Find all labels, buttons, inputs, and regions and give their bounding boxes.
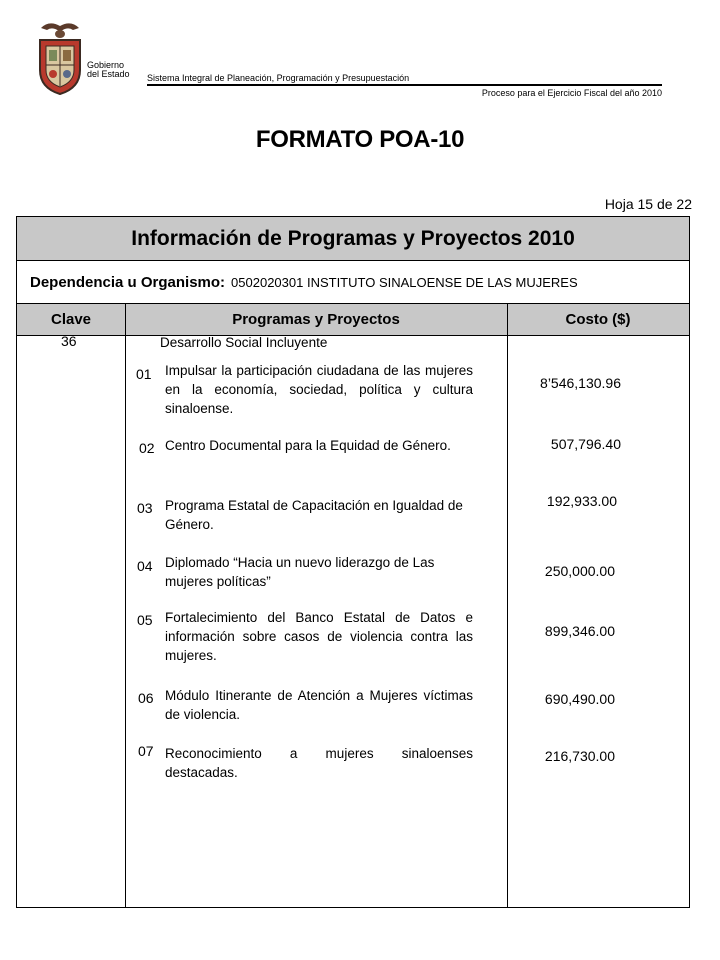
programs-table	[16, 216, 690, 908]
project-name: Centro Documental para la Equidad de Género.	[165, 438, 451, 453]
state-seal-logo	[37, 18, 83, 96]
sheet-number: Hoja 15 de 22	[604, 196, 692, 212]
column-header-row	[17, 304, 689, 336]
project-code: 06	[138, 690, 154, 706]
government-line-2: del Estado	[87, 69, 130, 79]
project-code: 07	[138, 743, 154, 759]
project-cost: 192,933.00	[546, 493, 617, 509]
system-name: Sistema Integral de Planeación, Programación y Presupuestación	[147, 73, 410, 83]
project-name: Impulsar la participación ciudadana de las mujeres en la economía, sociedad, política y cultura sinaloense.	[165, 363, 473, 416]
project-name: Fortalecimiento del Banco Estatal de Datos e información sobre casos de violencia contra las mujeres.	[165, 610, 473, 663]
fiscal-process-label: Proceso para el Ejercicio Fiscal del año 2010	[481, 88, 662, 98]
government-line-1: Gobierno	[87, 60, 125, 70]
project-cost: 250,000.00	[544, 563, 615, 579]
project-name: Reconocimiento a mujeres sinaloenses destacadas.	[165, 746, 473, 780]
project-name: Diplomado “Hacia un nuevo liderazgo de Las mujeres políticas”	[165, 555, 435, 589]
project-code: 03	[137, 500, 153, 516]
project-cost: 899,346.00	[544, 623, 615, 639]
column-header-clave: Clave	[50, 311, 92, 328]
project-cost: 8’546,130.96	[540, 375, 621, 391]
column-header-programs: Programas y Proyectos	[232, 311, 400, 328]
column-divider-1	[125, 304, 126, 907]
program-code: 36	[61, 333, 77, 349]
project-code: 04	[137, 558, 153, 574]
project-name: Módulo Itinerante de Atención a Mujeres víctimas de violencia.	[165, 688, 473, 722]
project-code: 05	[137, 612, 153, 628]
project-cost: 507,796.40	[550, 436, 621, 452]
program-name: Desarrollo Social Incluyente	[160, 335, 328, 350]
project-code: 01	[136, 366, 152, 382]
project-cost: 216,730.00	[544, 748, 615, 764]
project-cost: 690,490.00	[544, 691, 615, 707]
table-title: Información de Programas y Proyectos 2010	[17, 217, 689, 261]
dependency-value: 0502020301 INSTITUTO SINALOENSE DE LAS MUJERES	[231, 275, 578, 290]
dependency-row	[17, 261, 689, 304]
project-name: Programa Estatal de Capacitación en Igualdad de Género.	[165, 498, 463, 532]
format-title: FORMATO POA-10	[255, 126, 465, 153]
header-divider	[147, 84, 662, 86]
project-code: 02	[139, 440, 155, 456]
dependency-label: Dependencia u Organismo:	[30, 274, 226, 291]
column-header-cost: Costo ($)	[565, 311, 631, 328]
government-label	[87, 61, 130, 79]
column-divider-2	[507, 304, 508, 907]
